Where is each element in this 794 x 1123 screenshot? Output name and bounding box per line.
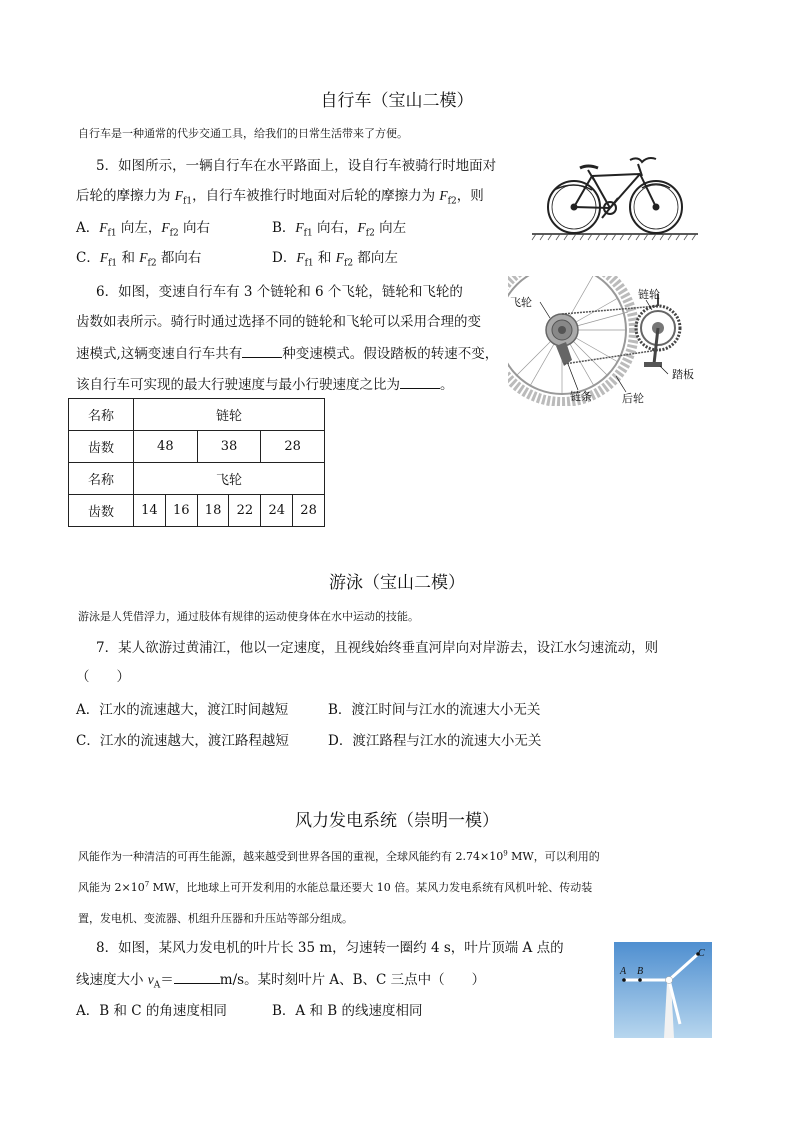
- q7-option-a[interactable]: A．江水的流速越大，渡江时间越短: [76, 702, 289, 718]
- q7-option-c[interactable]: C．江水的流速越大，渡江路程越短: [76, 733, 289, 749]
- q8-option-a[interactable]: A．B 和 C 的角速度相同: [76, 1003, 227, 1019]
- table-cell: 14: [134, 495, 166, 527]
- q8-line2: 线速度大小 $v_A= m/s$。某时刻叶片 A、B、C 三点中（ ）: [76, 972, 486, 991]
- section-title-bike: 自行车（宝山二模）: [320, 91, 474, 111]
- label-pedal: 踏板: [672, 368, 694, 381]
- gear-teeth-table: [68, 398, 325, 527]
- intro-swim: 游泳是人凭借浮力，通过肢体有规律的运动使身体在水中运动的技能。: [78, 610, 419, 623]
- q5-option-a[interactable]: A．$F_{f1}$ 向左，$F_{f2}$ 向右: [76, 220, 210, 239]
- point-label-a: A: [620, 966, 627, 977]
- q7-option-d[interactable]: D．渡江路程与江水的流速大小无关: [328, 733, 542, 749]
- q6-line1: 6．如图，变速自行车有 3 个链轮和 6 个飞轮，链轮和飞轮的: [96, 284, 463, 300]
- point-label-c: C: [698, 948, 705, 959]
- bicycle-figure: [530, 150, 700, 242]
- table-cell: 22: [229, 495, 261, 527]
- q6-line4: 该自行车可实现的最大行驶速度与最小行驶速度之比为 。: [76, 377, 454, 393]
- wind-turbine-figure: [614, 942, 712, 1038]
- answer-blank-modes[interactable]: [242, 345, 282, 358]
- table-cell: 16: [165, 495, 197, 527]
- gear-figure: [508, 276, 704, 406]
- table-cell: 28: [261, 431, 325, 463]
- q5-line1: 5．如图所示，一辆自行车在水平路面上，设自行车被骑行时地面对: [96, 158, 497, 174]
- answer-blank-ratio[interactable]: [400, 376, 440, 389]
- label-flywheel: 飞轮: [510, 296, 532, 309]
- q7-line2: （ ）: [76, 669, 130, 685]
- intro-wind-line1: 风能作为一种清洁的可再生能源，越来越受到世界各国的重视，全球风能约有 $2.74\times 10^9$ MW，可以利用的: [78, 849, 600, 863]
- table-label-teeth: 齿数: [69, 495, 134, 527]
- section-title-wind: 风力发电系统（崇明一模）: [295, 811, 499, 831]
- answer-blank-velocity[interactable]: [174, 971, 220, 984]
- q6-line3: 速模式,这辆变速自行车共有 种变速模式。假设踏板的转速不变，: [76, 346, 499, 362]
- table-header-chainwheel: 链轮: [134, 399, 325, 431]
- q7-line1: 7．某人欲游过黄浦江，他以一定速度，且视线始终垂直河岸向对岸游去，设江水匀速流动，则: [96, 640, 659, 656]
- label-rear-wheel: 后轮: [622, 392, 644, 405]
- intro-wind-line3: 置，发电机、变流器、机组升压器和升压站等部分组成。: [78, 912, 353, 925]
- table-cell: 24: [261, 495, 293, 527]
- table-cell: 18: [197, 495, 229, 527]
- label-chain: 链条: [570, 390, 592, 403]
- label-chainwheel: 链轮: [638, 288, 660, 301]
- table-cell: 48: [134, 431, 198, 463]
- q6-line2: 齿数如表所示。骑行时通过选择不同的链轮和飞轮可以采用合理的变: [76, 314, 481, 330]
- point-label-b: B: [637, 966, 644, 977]
- q7-option-b[interactable]: B．渡江时间与江水的流速大小无关: [328, 702, 541, 718]
- q5-option-c[interactable]: C．$F_{f1}$ 和 $F_{f2}$ 都向右: [76, 250, 202, 269]
- section-title-swim: 游泳（宝山二模）: [329, 573, 465, 593]
- q5-line2: 后轮的摩擦力为 $F_{f1}$，自行车被推行时地面对后轮的摩擦力为 $F_{f2}$，则: [76, 188, 484, 207]
- table-header-flywheel: 飞轮: [134, 463, 325, 495]
- q5-option-d[interactable]: D．$F_{f1}$ 和 $F_{f2}$ 都向左: [272, 250, 398, 269]
- q5-option-b[interactable]: B．$F_{f1}$ 向右，$F_{f2}$ 向左: [272, 220, 407, 239]
- table-cell: 28: [293, 495, 325, 527]
- q8-option-b[interactable]: B．A 和 B 的线速度相同: [272, 1003, 423, 1019]
- table-cell: 38: [197, 431, 261, 463]
- table-header-name: 名称: [69, 399, 134, 431]
- table-label-teeth: 齿数: [69, 431, 134, 463]
- intro-bike: 自行车是一种通常的代步交通工具，给我们的日常生活带来了方便。: [78, 127, 408, 140]
- q8-line1: 8．如图，某风力发电机的叶片长 35 m，匀速转一圈约 4 s，叶片顶端 A 点的: [96, 940, 564, 956]
- intro-wind-line2: 风能为 $2\times 10^7$ MW，比地球上可开发利用的水能总量还要大 10 倍。某风力发电系统有风机叶轮、传动装: [78, 880, 593, 894]
- table-header-name: 名称: [69, 463, 134, 495]
